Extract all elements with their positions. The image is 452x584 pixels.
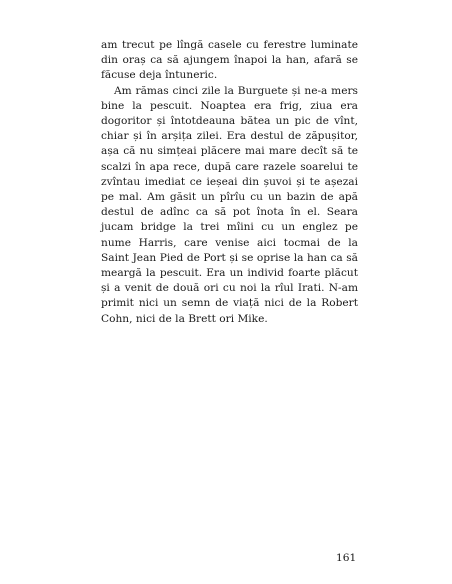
body-text (101, 38, 358, 327)
page-number: 161 (336, 552, 357, 564)
paragraph-continuation: am trecut pe lîngă casele cu ferestre luminate din oraș ca să ajungem înapoi la han, afară se făcuse deja întuneric. (101, 39, 358, 82)
paragraph: Am rămas cinci zile la Burguete și ne-a mers bine la pescuit. Noaptea era frig, ziua era dogoritor și întotdeauna bătea un pic de vînt, chiar și în arșița zilei. Era destul de zăpușitor, așa că nu simțeai plăcere mai mare decît să te scalzi în apa rece, după care razele soarelui te zvîntau imediat ce ieșeai din șuvoi și te așezai pe mal. Am găsit un pîrîu cu un bazin de apă destul de adînc ca să pot înota în el. Seara jucam bridge la trei mîini cu un englez pe nume Harris, care venise aici tocmai de la Saint Jean Pied de Port și se oprise la han ca să meargă la pescuit. Era un individ foarte plăcut și a venit de două ori cu noi la rîul Irati. N-am primit nici un semn de viață nici de la Robert Cohn, nici de la Brett ori Mike. (101, 84, 358, 325)
